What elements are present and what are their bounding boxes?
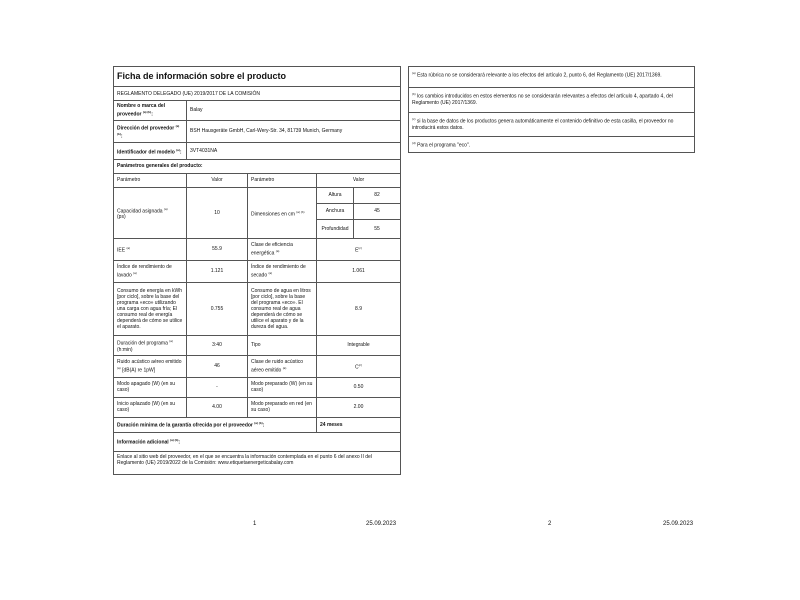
network-standby-label: Modo preparado en red (en su caso)	[248, 397, 317, 417]
footnote-b: $^{(b)}$ los cambios introducidos en estos elementos no se considerarán relevantes a efectos del artículo 4, apartado 4, del Reglamento (UE) 2017/1369.	[409, 88, 695, 113]
footnotes-table	[408, 66, 695, 153]
warranty-label: Duración mínima de la garantía ofrecida por el proveedor $^{(a) (b)}$:	[114, 417, 317, 432]
page-number: 2	[548, 521, 552, 527]
height-label: Altura	[317, 187, 354, 203]
noise-class-value: $C^{(c)}$	[317, 355, 401, 377]
off-mode-value: -	[187, 377, 248, 397]
regulation-line: REGLAMENTO DELEGADO (UE) 2019/2017 DE LA COMISIÓN	[114, 87, 401, 101]
noise-value: 46	[187, 355, 248, 377]
column-header-value: Valor	[187, 173, 248, 187]
supplier-address-label: Dirección del proveedor $^{(a) (b)}$:	[114, 120, 187, 142]
column-header-value: Valor	[317, 173, 401, 187]
water-consumption-label: Consumo de agua en litros [por ciclo], sobre la base del programa «eco». El consumo real de agua dependerá de cómo se utilice el aparato y de la dureza del agua.	[248, 282, 317, 335]
page-number: 1	[253, 521, 257, 527]
energy-class-label: Clase de eficiencia energética $^{(a)}$	[248, 238, 317, 260]
water-consumption-value: 8.9	[317, 282, 401, 335]
type-label: Tipo	[248, 335, 317, 355]
column-header-parameter: Parámetro	[248, 173, 317, 187]
noise-label: Ruido acústico aéreo emitido $^{(a)}$ [dB(A) re 1pW]	[114, 355, 187, 377]
page-two	[400, 0, 800, 600]
eei-label: IEE $^{(a)}$	[114, 238, 187, 260]
duration-value: 3:40	[187, 335, 248, 355]
supplier-address-value: BSH Hausgeräte GmbH, Carl-Wery-Str. 34, 81739 Munich, Germany	[187, 120, 401, 142]
footnote-c: $^{(c)}$ si la base de datos de los productos genera automáticamente el contenido definitivo de esta casilla, el proveedor no introducirá estos datos.	[409, 113, 695, 137]
cleaning-index-value: 1.121	[187, 260, 248, 282]
duration-label: Duración del programa $^{(a)}$ (h:min)	[114, 335, 187, 355]
model-identifier-value: 3VT4031NA	[187, 142, 401, 159]
supplier-name-value: Balay	[187, 101, 401, 121]
type-value: Integrable	[317, 335, 401, 355]
column-header-parameter: Parámetro	[114, 173, 187, 187]
eei-value: 55.9	[187, 238, 248, 260]
model-identifier-label: Identificador del modelo $^{(a)}$:	[114, 142, 187, 159]
footnote-d: $^{(d)}$ Para el programa "eco".	[409, 137, 695, 153]
energy-consumption-value: 0.755	[187, 282, 248, 335]
standby-value: 0.50	[317, 377, 401, 397]
additional-info-text: Enlace al sitio web del proveedor, en el que se encuentra la información contemplada en el punto 6 del anexo II del Reglamento (UE) 2019/2022 de la Comisión: www.etiquetaenergeticabalay.com	[114, 451, 401, 474]
width-label: Anchura	[317, 203, 354, 219]
capacity-label: Capacidad asignada $^{(a)}$ (ps)	[114, 187, 187, 238]
energy-class-value: $E^{(c)}$	[317, 238, 401, 260]
drying-index-label: Índice de rendimiento de secado $^{(a)}$	[248, 260, 317, 282]
dimensions-label: Dimensiones en cm $^{(a) (b)}$	[248, 187, 317, 238]
height-value: 82	[354, 187, 401, 203]
warranty-value: 24 meses	[317, 417, 401, 432]
drying-index-value: 1.061	[317, 260, 401, 282]
footnote-a: $^{(a)}$ Esta rúbrica no se considerará relevante a los efectos del artículo 2, punto 6, del Reglamento (UE) 2017/1369.	[409, 67, 695, 88]
depth-label: Profundidad	[317, 219, 354, 238]
capacity-value: 10	[187, 187, 248, 238]
supplier-name-label: Nombre o marca del proveedor $^{(a) (b)}$:	[114, 101, 187, 121]
additional-info-label: Información adicional $^{(a) (b)}$:	[114, 432, 401, 451]
width-value: 45	[354, 203, 401, 219]
depth-value: 55	[354, 219, 401, 238]
cleaning-index-label: Índice de rendimiento de lavado $^{(a)}$	[114, 260, 187, 282]
page-date: 25.09.2023	[366, 521, 397, 527]
delay-start-label: Inicio aplazado (W) (en su caso)	[114, 397, 187, 417]
page-date: 25.09.2023	[663, 521, 694, 527]
off-mode-label: Modo apagado (W) (en su caso)	[114, 377, 187, 397]
energy-consumption-label: Consumo de energía en kWh [por ciclo], sobre la base del programa «eco» utilizando una carga con agua fría; El consumo real de energía dependerá de cómo se utilice el aparato.	[114, 282, 187, 335]
general-parameters-heading: Parámetros generales del producto:	[114, 159, 401, 173]
sheet-title: Ficha de información sobre el producto	[114, 67, 401, 87]
network-standby-value: 2.00	[317, 397, 401, 417]
noise-class-label: Clase de ruido acústico aéreo emitido $^{(a)}$	[248, 355, 317, 377]
standby-label: Modo preparado (W) (en su caso)	[248, 377, 317, 397]
delay-start-value: 4.00	[187, 397, 248, 417]
product-information-sheet	[113, 66, 401, 475]
